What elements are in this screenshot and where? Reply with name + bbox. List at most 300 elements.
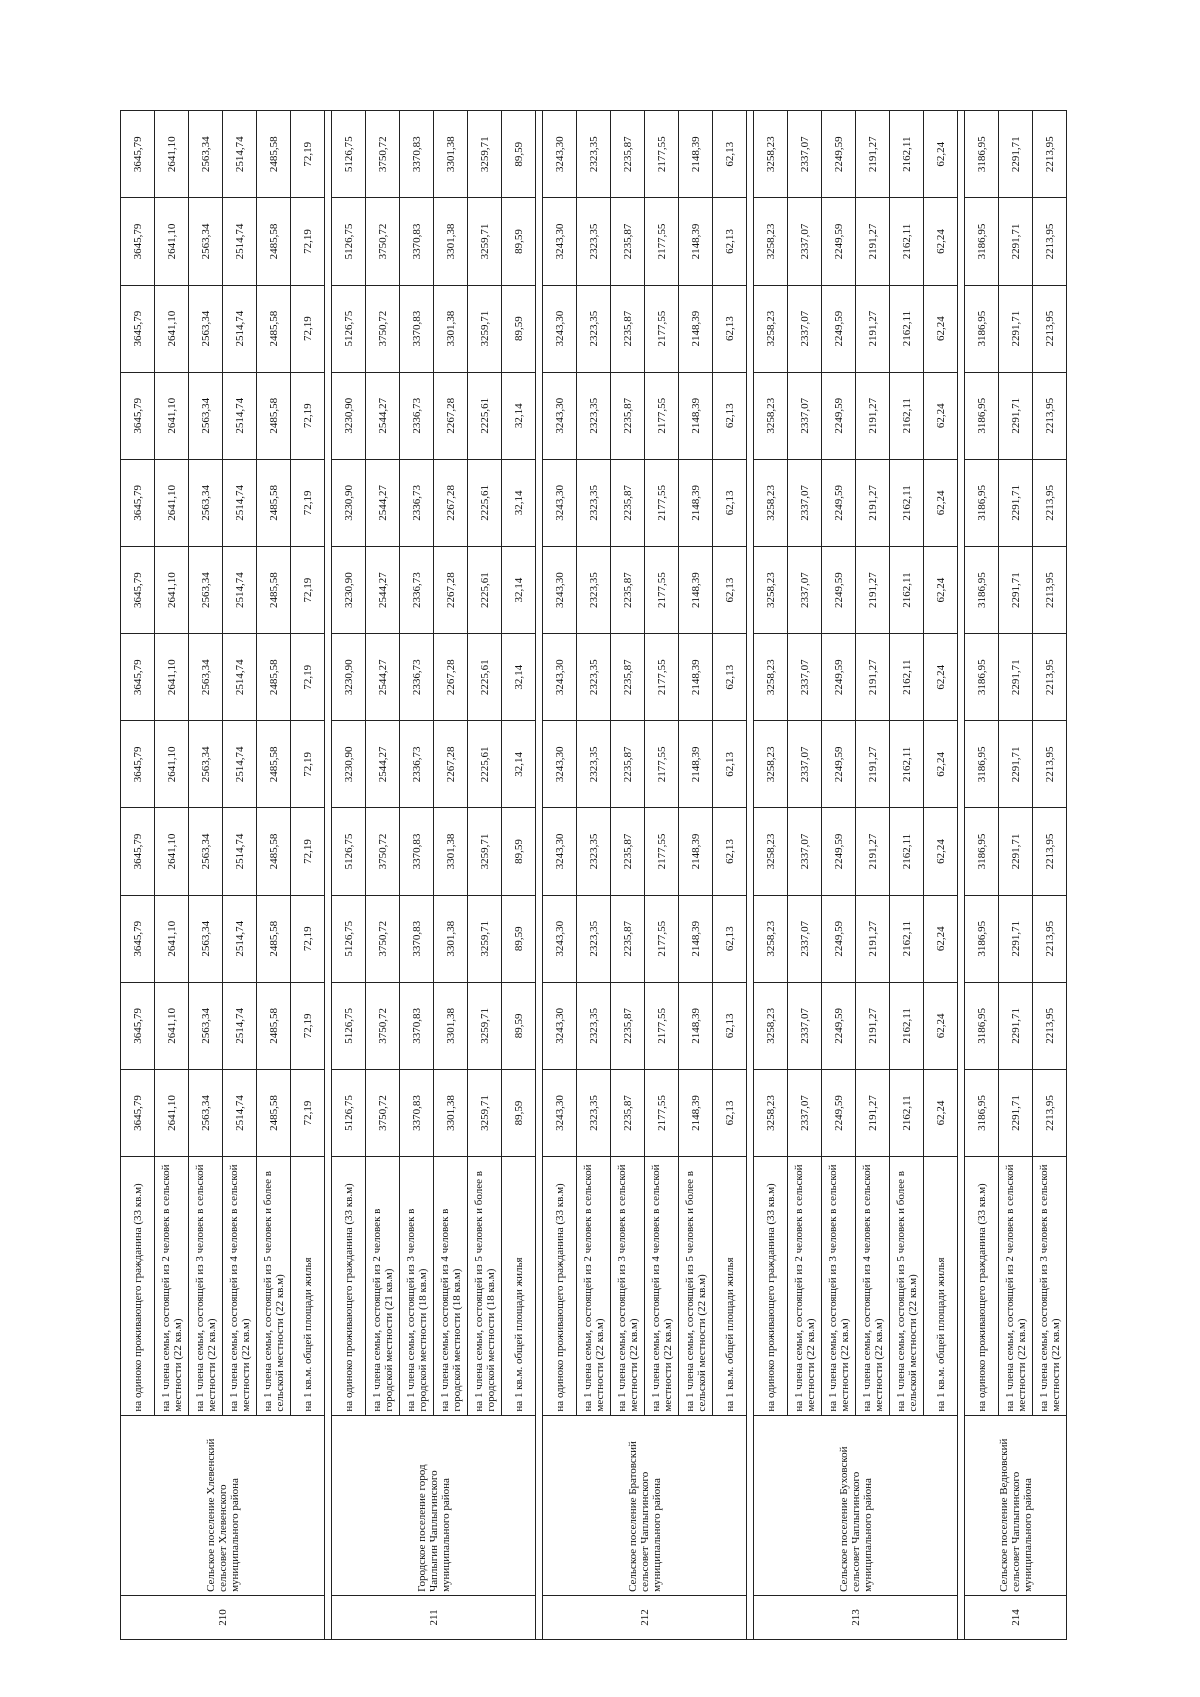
- value-cell: 3301,38: [434, 198, 468, 285]
- value-cell: 62,24: [924, 721, 958, 808]
- row-number: 214: [965, 1595, 1067, 1639]
- norm-category: на 1 члена семьи, состоящей из 2 человек в городской местности (21 кв.м): [366, 1157, 400, 1416]
- value-cell: 2267,28: [434, 459, 468, 546]
- value-cell: 2323,35: [577, 546, 611, 633]
- table-row: [434, 111, 468, 1640]
- rotated-table-container: [120, 110, 1072, 1640]
- value-cell: 3370,83: [400, 982, 434, 1069]
- value-cell: 2148,39: [679, 1069, 713, 1156]
- table-row: [611, 111, 645, 1640]
- value-cell: 2249,59: [822, 721, 856, 808]
- value-cell: 2563,34: [189, 1069, 223, 1156]
- value-cell: 2291,71: [999, 634, 1033, 721]
- value-cell: 2563,34: [189, 634, 223, 721]
- value-cell: 2337,07: [788, 721, 822, 808]
- value-cell: 2563,34: [189, 808, 223, 895]
- value-cell: 89,59: [502, 1069, 536, 1156]
- value-cell: 2337,07: [788, 111, 822, 198]
- value-cell: 2148,39: [679, 372, 713, 459]
- value-cell: 2191,27: [856, 808, 890, 895]
- value-cell: 3258,23: [754, 372, 788, 459]
- value-cell: 32,14: [502, 372, 536, 459]
- value-cell: 3243,30: [543, 372, 577, 459]
- table-row: [502, 111, 536, 1640]
- value-cell: 3750,72: [366, 198, 400, 285]
- value-cell: 72,19: [291, 808, 325, 895]
- norm-category: на 1 члена семьи, состоящей из 3 человек в сельской местности (22 кв.м): [822, 1157, 856, 1416]
- value-cell: 3230,90: [332, 721, 366, 808]
- value-cell: 2514,74: [223, 808, 257, 895]
- norm-category: на 1 кв.м. общей площади жилья: [924, 1157, 958, 1416]
- value-cell: 3645,79: [121, 546, 155, 633]
- value-cell: 3243,30: [543, 1069, 577, 1156]
- value-cell: 2563,34: [189, 372, 223, 459]
- value-cell: 2162,11: [890, 546, 924, 633]
- value-cell: 3258,23: [754, 895, 788, 982]
- value-cell: 62,13: [713, 895, 747, 982]
- value-cell: 2177,55: [645, 895, 679, 982]
- value-cell: 62,24: [924, 111, 958, 198]
- value-cell: 2249,59: [822, 546, 856, 633]
- value-cell: 32,14: [502, 721, 536, 808]
- value-cell: 2213,95: [1033, 372, 1067, 459]
- value-cell: 2485,58: [257, 459, 291, 546]
- value-cell: 2148,39: [679, 285, 713, 372]
- norm-category: на 1 члена семьи, состоящей из 5 человек и более в сельской местности (22 кв.м): [679, 1157, 713, 1416]
- value-cell: 62,13: [713, 546, 747, 633]
- value-cell: 2249,59: [822, 459, 856, 546]
- value-cell: 2641,10: [155, 198, 189, 285]
- norm-category: на 1 члена семьи, состоящей из 5 человек и более в сельской местности (22 кв.м): [890, 1157, 924, 1416]
- value-cell: 2249,59: [822, 372, 856, 459]
- group-separator: [958, 111, 965, 1640]
- value-cell: 3186,95: [965, 198, 999, 285]
- value-cell: 2162,11: [890, 372, 924, 459]
- value-cell: 3186,95: [965, 111, 999, 198]
- value-cell: 3645,79: [121, 111, 155, 198]
- value-cell: 3645,79: [121, 808, 155, 895]
- value-cell: 2213,95: [1033, 546, 1067, 633]
- value-cell: 3186,95: [965, 895, 999, 982]
- value-cell: 2177,55: [645, 546, 679, 633]
- settlement-name: Сельское поселение Хлевенский сельсовет Хлевенского муниципального района: [121, 1415, 325, 1595]
- norm-category: на 1 члена семьи, состоящей из 5 человек и более в сельской местности (22 кв.м): [257, 1157, 291, 1416]
- value-cell: 72,19: [291, 285, 325, 372]
- value-cell: 32,14: [502, 459, 536, 546]
- value-cell: 2514,74: [223, 459, 257, 546]
- value-cell: 2291,71: [999, 808, 1033, 895]
- value-cell: 2249,59: [822, 111, 856, 198]
- value-cell: 3645,79: [121, 982, 155, 1069]
- value-cell: 2563,34: [189, 285, 223, 372]
- table-row: [121, 111, 155, 1640]
- tariff-table: [120, 110, 1067, 1640]
- value-cell: 2514,74: [223, 372, 257, 459]
- table-row: [400, 111, 434, 1640]
- norm-category: на 1 члена семьи, состоящей из 2 человек в сельской местности (22 кв.м): [577, 1157, 611, 1416]
- value-cell: 62,24: [924, 895, 958, 982]
- value-cell: 2514,74: [223, 721, 257, 808]
- settlement-name: Городское поселение город Чаплыгин Чаплыгинского муниципального района: [332, 1415, 536, 1595]
- value-cell: 2514,74: [223, 546, 257, 633]
- value-cell: 62,13: [713, 285, 747, 372]
- value-cell: 3258,23: [754, 982, 788, 1069]
- value-cell: 2323,35: [577, 198, 611, 285]
- value-cell: 2291,71: [999, 459, 1033, 546]
- norm-category: на 1 члена семьи, состоящей из 4 человек в сельской местности (22 кв.м): [645, 1157, 679, 1416]
- table-row: [822, 111, 856, 1640]
- value-cell: 62,24: [924, 285, 958, 372]
- value-cell: 3259,71: [468, 808, 502, 895]
- value-cell: 2641,10: [155, 285, 189, 372]
- value-cell: 62,13: [713, 459, 747, 546]
- value-cell: 3186,95: [965, 285, 999, 372]
- value-cell: 2337,07: [788, 546, 822, 633]
- value-cell: 2514,74: [223, 895, 257, 982]
- value-cell: 2249,59: [822, 198, 856, 285]
- value-cell: 3301,38: [434, 1069, 468, 1156]
- value-cell: 2337,07: [788, 1069, 822, 1156]
- norm-category: на 1 члена семьи, состоящей из 4 человек в городской местности (18 кв.м): [434, 1157, 468, 1416]
- value-cell: 2544,27: [366, 721, 400, 808]
- value-cell: 2213,95: [1033, 982, 1067, 1069]
- value-cell: 2485,58: [257, 198, 291, 285]
- value-cell: 2337,07: [788, 372, 822, 459]
- table-row: [257, 111, 291, 1640]
- value-cell: 3750,72: [366, 982, 400, 1069]
- value-cell: 2544,27: [366, 546, 400, 633]
- table-row: [965, 111, 999, 1640]
- value-cell: 2641,10: [155, 546, 189, 633]
- value-cell: 3258,23: [754, 546, 788, 633]
- value-cell: 2177,55: [645, 1069, 679, 1156]
- value-cell: 2336,73: [400, 634, 434, 721]
- value-cell: 3243,30: [543, 285, 577, 372]
- value-cell: 72,19: [291, 982, 325, 1069]
- value-cell: 62,13: [713, 982, 747, 1069]
- value-cell: 3645,79: [121, 459, 155, 546]
- value-cell: 2249,59: [822, 634, 856, 721]
- value-cell: 2235,87: [611, 459, 645, 546]
- value-cell: 5126,75: [332, 198, 366, 285]
- value-cell: 3243,30: [543, 808, 577, 895]
- value-cell: 2213,95: [1033, 198, 1067, 285]
- value-cell: 2177,55: [645, 721, 679, 808]
- value-cell: 2641,10: [155, 808, 189, 895]
- value-cell: 2323,35: [577, 459, 611, 546]
- table-row: [856, 111, 890, 1640]
- norm-category: на 1 члена семьи, состоящей из 4 человек в сельской местности (22 кв.м): [223, 1157, 257, 1416]
- value-cell: 2641,10: [155, 721, 189, 808]
- value-cell: 2213,95: [1033, 721, 1067, 808]
- value-cell: 2213,95: [1033, 895, 1067, 982]
- table-row: [189, 111, 223, 1640]
- value-cell: 89,59: [502, 808, 536, 895]
- value-cell: 2291,71: [999, 285, 1033, 372]
- value-cell: 3645,79: [121, 634, 155, 721]
- value-cell: 72,19: [291, 372, 325, 459]
- value-cell: 2235,87: [611, 546, 645, 633]
- value-cell: 2148,39: [679, 546, 713, 633]
- value-cell: 62,13: [713, 111, 747, 198]
- value-cell: 2337,07: [788, 634, 822, 721]
- value-cell: 2235,87: [611, 1069, 645, 1156]
- value-cell: 2485,58: [257, 982, 291, 1069]
- norm-category: на 1 члена семьи, состоящей из 4 человек в сельской местности (22 кв.м): [856, 1157, 890, 1416]
- value-cell: 2162,11: [890, 895, 924, 982]
- value-cell: 3243,30: [543, 546, 577, 633]
- value-cell: 2514,74: [223, 1069, 257, 1156]
- value-cell: 3370,83: [400, 808, 434, 895]
- value-cell: 2291,71: [999, 895, 1033, 982]
- value-cell: 62,24: [924, 198, 958, 285]
- value-cell: 2249,59: [822, 895, 856, 982]
- value-cell: 2162,11: [890, 198, 924, 285]
- value-cell: 2514,74: [223, 634, 257, 721]
- table-row: [999, 111, 1033, 1640]
- value-cell: 2291,71: [999, 372, 1033, 459]
- value-cell: 3258,23: [754, 634, 788, 721]
- value-cell: 2177,55: [645, 459, 679, 546]
- value-cell: 3645,79: [121, 372, 155, 459]
- value-cell: 5126,75: [332, 285, 366, 372]
- value-cell: 3370,83: [400, 198, 434, 285]
- table-row: [155, 111, 189, 1640]
- value-cell: 3186,95: [965, 1069, 999, 1156]
- value-cell: 2563,34: [189, 982, 223, 1069]
- value-cell: 2235,87: [611, 808, 645, 895]
- value-cell: 2225,61: [468, 372, 502, 459]
- value-cell: 2291,71: [999, 1069, 1033, 1156]
- value-cell: 3258,23: [754, 111, 788, 198]
- value-cell: 32,14: [502, 546, 536, 633]
- value-cell: 2213,95: [1033, 634, 1067, 721]
- value-cell: 2213,95: [1033, 459, 1067, 546]
- value-cell: 3259,71: [468, 982, 502, 1069]
- value-cell: 2148,39: [679, 808, 713, 895]
- value-cell: 3645,79: [121, 285, 155, 372]
- value-cell: 2235,87: [611, 634, 645, 721]
- value-cell: 2337,07: [788, 808, 822, 895]
- value-cell: 2641,10: [155, 895, 189, 982]
- value-cell: 2291,71: [999, 111, 1033, 198]
- value-cell: 2563,34: [189, 111, 223, 198]
- value-cell: 89,59: [502, 111, 536, 198]
- value-cell: 2514,74: [223, 198, 257, 285]
- norm-category: на 1 члена семьи, состоящей из 3 человек в сельской местности (22 кв.м): [1033, 1157, 1067, 1416]
- norm-category: на одиноко проживающего гражданина (33 кв.м): [121, 1157, 155, 1416]
- value-cell: 3750,72: [366, 895, 400, 982]
- value-cell: 2162,11: [890, 1069, 924, 1156]
- row-number: 211: [332, 1595, 536, 1639]
- norm-category: на 1 члена семьи, состоящей из 3 человек в сельской местности (22 кв.м): [611, 1157, 645, 1416]
- value-cell: 2337,07: [788, 459, 822, 546]
- settlement-name: Сельское поселение Буховской сельсовет Чаплыгинского муниципального района: [754, 1415, 958, 1595]
- table-row: [577, 111, 611, 1640]
- value-cell: 2485,58: [257, 808, 291, 895]
- value-cell: 2213,95: [1033, 1069, 1067, 1156]
- value-cell: 2641,10: [155, 982, 189, 1069]
- value-cell: 62,24: [924, 808, 958, 895]
- table-row: [543, 111, 577, 1640]
- value-cell: 62,13: [713, 198, 747, 285]
- norm-category: на одиноко проживающего гражданина (33 кв.м): [543, 1157, 577, 1416]
- value-cell: 2514,74: [223, 285, 257, 372]
- value-cell: 2563,34: [189, 721, 223, 808]
- norm-category: на 1 члена семьи, состоящей из 2 человек в сельской местности (22 кв.м): [155, 1157, 189, 1416]
- value-cell: 5126,75: [332, 111, 366, 198]
- value-cell: 2191,27: [856, 285, 890, 372]
- value-cell: 2336,73: [400, 721, 434, 808]
- value-cell: 2177,55: [645, 634, 679, 721]
- value-cell: 2162,11: [890, 634, 924, 721]
- value-cell: 2191,27: [856, 895, 890, 982]
- value-cell: 2148,39: [679, 459, 713, 546]
- value-cell: 3186,95: [965, 808, 999, 895]
- norm-category: на 1 члена семьи, состоящей из 3 человек в городской местности (18 кв.м): [400, 1157, 434, 1416]
- value-cell: 32,14: [502, 634, 536, 721]
- value-cell: 2641,10: [155, 111, 189, 198]
- value-cell: 62,13: [713, 721, 747, 808]
- separator-cell: [325, 111, 332, 1640]
- separator-cell: [958, 111, 965, 1640]
- value-cell: 3259,71: [468, 111, 502, 198]
- value-cell: 2514,74: [223, 111, 257, 198]
- value-cell: 89,59: [502, 895, 536, 982]
- value-cell: 3230,90: [332, 372, 366, 459]
- value-cell: 2235,87: [611, 111, 645, 198]
- value-cell: 2267,28: [434, 634, 468, 721]
- value-cell: 2544,27: [366, 634, 400, 721]
- value-cell: 3186,95: [965, 372, 999, 459]
- value-cell: 2563,34: [189, 198, 223, 285]
- value-cell: 3750,72: [366, 1069, 400, 1156]
- norm-category: на одиноко проживающего гражданина (33 кв.м): [332, 1157, 366, 1416]
- value-cell: 2235,87: [611, 372, 645, 459]
- separator-cell: [536, 111, 543, 1640]
- value-cell: 2563,34: [189, 459, 223, 546]
- value-cell: 3243,30: [543, 982, 577, 1069]
- value-cell: 2191,27: [856, 372, 890, 459]
- value-cell: 2641,10: [155, 1069, 189, 1156]
- value-cell: 3258,23: [754, 459, 788, 546]
- value-cell: 62,24: [924, 1069, 958, 1156]
- value-cell: 72,19: [291, 198, 325, 285]
- value-cell: 2177,55: [645, 372, 679, 459]
- value-cell: 62,24: [924, 372, 958, 459]
- row-number: 210: [121, 1595, 325, 1639]
- value-cell: 3259,71: [468, 895, 502, 982]
- value-cell: 3750,72: [366, 808, 400, 895]
- value-cell: 2235,87: [611, 198, 645, 285]
- value-cell: 3645,79: [121, 895, 155, 982]
- row-number: 213: [754, 1595, 958, 1639]
- value-cell: 3750,72: [366, 285, 400, 372]
- norm-category: на 1 члена семьи, состоящей из 3 человек в сельской местности (22 кв.м): [189, 1157, 223, 1416]
- value-cell: 2641,10: [155, 372, 189, 459]
- table-row: [924, 111, 958, 1640]
- value-cell: 2225,61: [468, 546, 502, 633]
- table-row: [679, 111, 713, 1640]
- table-row: [890, 111, 924, 1640]
- value-cell: 2162,11: [890, 982, 924, 1069]
- norm-category: на 1 кв.м. общей площади жилья: [713, 1157, 747, 1416]
- value-cell: 2213,95: [1033, 285, 1067, 372]
- value-cell: 2485,58: [257, 546, 291, 633]
- settlement-name: Сельское поселение Ведновский сельсовет Чаплыгинского муниципального района: [965, 1415, 1067, 1595]
- value-cell: 2191,27: [856, 721, 890, 808]
- value-cell: 5126,75: [332, 808, 366, 895]
- value-cell: 2641,10: [155, 634, 189, 721]
- value-cell: 2177,55: [645, 285, 679, 372]
- separator-cell: [747, 111, 754, 1640]
- value-cell: 3301,38: [434, 895, 468, 982]
- group-separator: [536, 111, 543, 1640]
- value-cell: 3301,38: [434, 111, 468, 198]
- value-cell: 2225,61: [468, 721, 502, 808]
- value-cell: 3370,83: [400, 895, 434, 982]
- norm-category: на одиноко проживающего гражданина (33 кв.м): [965, 1157, 999, 1416]
- value-cell: 2323,35: [577, 285, 611, 372]
- value-cell: 72,19: [291, 1069, 325, 1156]
- value-cell: 3186,95: [965, 982, 999, 1069]
- value-cell: 2191,27: [856, 546, 890, 633]
- value-cell: 2177,55: [645, 982, 679, 1069]
- value-cell: 2177,55: [645, 808, 679, 895]
- value-cell: 2485,58: [257, 111, 291, 198]
- settlement-name: Сельское поселение Братовский сельсовет Чаплыгинского муниципального района: [543, 1415, 747, 1595]
- value-cell: 62,13: [713, 1069, 747, 1156]
- value-cell: 2485,58: [257, 285, 291, 372]
- value-cell: 3243,30: [543, 459, 577, 546]
- table-row: [468, 111, 502, 1640]
- table-row: [713, 111, 747, 1640]
- value-cell: 2191,27: [856, 1069, 890, 1156]
- value-cell: 2225,61: [468, 459, 502, 546]
- value-cell: 2177,55: [645, 111, 679, 198]
- value-cell: 2162,11: [890, 285, 924, 372]
- value-cell: 2337,07: [788, 198, 822, 285]
- table-body: [121, 111, 1067, 1640]
- value-cell: 2148,39: [679, 634, 713, 721]
- value-cell: 2249,59: [822, 982, 856, 1069]
- value-cell: 3243,30: [543, 198, 577, 285]
- value-cell: 2148,39: [679, 721, 713, 808]
- value-cell: 3750,72: [366, 111, 400, 198]
- value-cell: 2191,27: [856, 459, 890, 546]
- value-cell: 2563,34: [189, 895, 223, 982]
- value-cell: 3243,30: [543, 721, 577, 808]
- value-cell: 2323,35: [577, 634, 611, 721]
- norm-category: на 1 члена семьи, состоящей из 2 человек в сельской местности (22 кв.м): [999, 1157, 1033, 1416]
- value-cell: 89,59: [502, 285, 536, 372]
- value-cell: 3258,23: [754, 198, 788, 285]
- value-cell: 2563,34: [189, 546, 223, 633]
- table-row: [788, 111, 822, 1640]
- table-row: [1033, 111, 1067, 1640]
- value-cell: 2323,35: [577, 372, 611, 459]
- value-cell: 62,13: [713, 808, 747, 895]
- table-row: [754, 111, 788, 1640]
- value-cell: 2485,58: [257, 1069, 291, 1156]
- value-cell: 3645,79: [121, 721, 155, 808]
- value-cell: 3243,30: [543, 895, 577, 982]
- group-separator: [747, 111, 754, 1640]
- value-cell: 3230,90: [332, 459, 366, 546]
- value-cell: 2337,07: [788, 895, 822, 982]
- row-number: 212: [543, 1595, 747, 1639]
- value-cell: 2291,71: [999, 982, 1033, 1069]
